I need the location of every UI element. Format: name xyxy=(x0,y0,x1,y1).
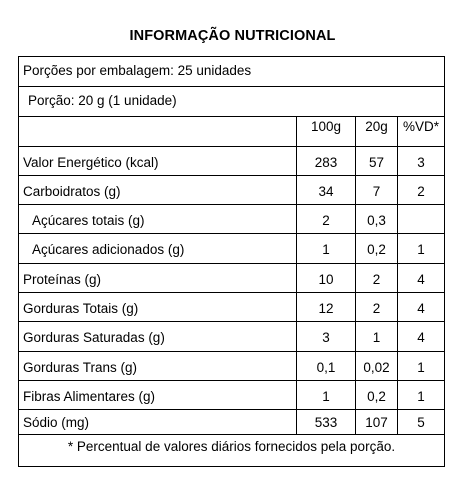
value-vd: 1 xyxy=(397,234,444,263)
value-vd: 4 xyxy=(397,293,444,321)
nutrient-label: Valor Energético (kcal) xyxy=(23,155,159,170)
table-row xyxy=(19,410,444,435)
nutrient-label: Gorduras Saturadas (g) xyxy=(23,330,165,345)
value-100g: 1 xyxy=(296,381,355,409)
page-title: INFORMAÇÃO NUTRICIONAL xyxy=(129,28,336,44)
value-20g: 7 xyxy=(355,176,397,204)
header-100g: 100g xyxy=(296,117,355,146)
value-vd: 4 xyxy=(397,322,444,351)
value-20g: 0,02 xyxy=(355,352,397,380)
value-100g: 1 xyxy=(296,234,355,263)
value-vd: 3 xyxy=(397,147,444,175)
value-100g: 2 xyxy=(296,205,355,233)
value-20g: 2 xyxy=(355,293,397,321)
nutrient-label: Sódio (mg) xyxy=(23,415,90,430)
header-row xyxy=(19,117,444,147)
portion-size: Porção: 20 g (1 unidade) xyxy=(28,93,177,108)
value-20g: 0,2 xyxy=(355,234,397,263)
header-vd: %VD* xyxy=(397,117,444,146)
table-row xyxy=(19,264,444,293)
value-100g: 283 xyxy=(296,147,355,175)
nutrient-label: Carboidratos (g) xyxy=(23,184,121,199)
nutrient-label: Açúcares totais (g) xyxy=(32,213,145,228)
table-row xyxy=(19,205,444,234)
value-vd: 4 xyxy=(397,264,444,292)
nutrient-label: Gorduras Totais (g) xyxy=(23,301,139,316)
value-20g: 2 xyxy=(355,264,397,292)
value-100g: 10 xyxy=(296,264,355,292)
value-100g: 3 xyxy=(296,322,355,351)
table-row xyxy=(19,147,444,176)
value-20g: 0,2 xyxy=(355,381,397,409)
header-20g: 20g xyxy=(355,117,397,146)
value-vd: 1 xyxy=(397,352,444,380)
nutrient-label: Gorduras Trans (g) xyxy=(23,360,138,375)
value-20g: 1 xyxy=(355,322,397,351)
table-row xyxy=(19,234,444,264)
portions-per-package-row xyxy=(19,57,444,87)
value-vd xyxy=(397,205,444,233)
portions-per-package: Porções por embalagem: 25 unidades xyxy=(23,63,252,78)
value-100g: 533 xyxy=(296,410,355,434)
value-vd: 2 xyxy=(397,176,444,204)
value-20g: 0,3 xyxy=(355,205,397,233)
value-vd: 5 xyxy=(397,410,444,434)
footnote: * Percentual de valores diários fornecidos pela porção. xyxy=(67,439,396,454)
table-row xyxy=(19,322,444,352)
table-row xyxy=(19,176,444,205)
value-20g: 57 xyxy=(355,147,397,175)
nutrient-label: Açúcares adicionados (g) xyxy=(32,242,185,257)
portion-row xyxy=(19,87,444,117)
value-100g: 0,1 xyxy=(296,352,355,380)
header-label-cell xyxy=(19,117,296,146)
table-row xyxy=(19,293,444,322)
nutrient-label: Fibras Alimentares (g) xyxy=(23,389,156,404)
value-100g: 34 xyxy=(296,176,355,204)
table-row xyxy=(19,352,444,381)
value-vd: 1 xyxy=(397,381,444,409)
value-100g: 12 xyxy=(296,293,355,321)
nutrition-table xyxy=(18,56,445,467)
nutrient-label: Proteínas (g) xyxy=(23,272,102,287)
table-row xyxy=(19,381,444,410)
value-20g: 107 xyxy=(355,410,397,434)
